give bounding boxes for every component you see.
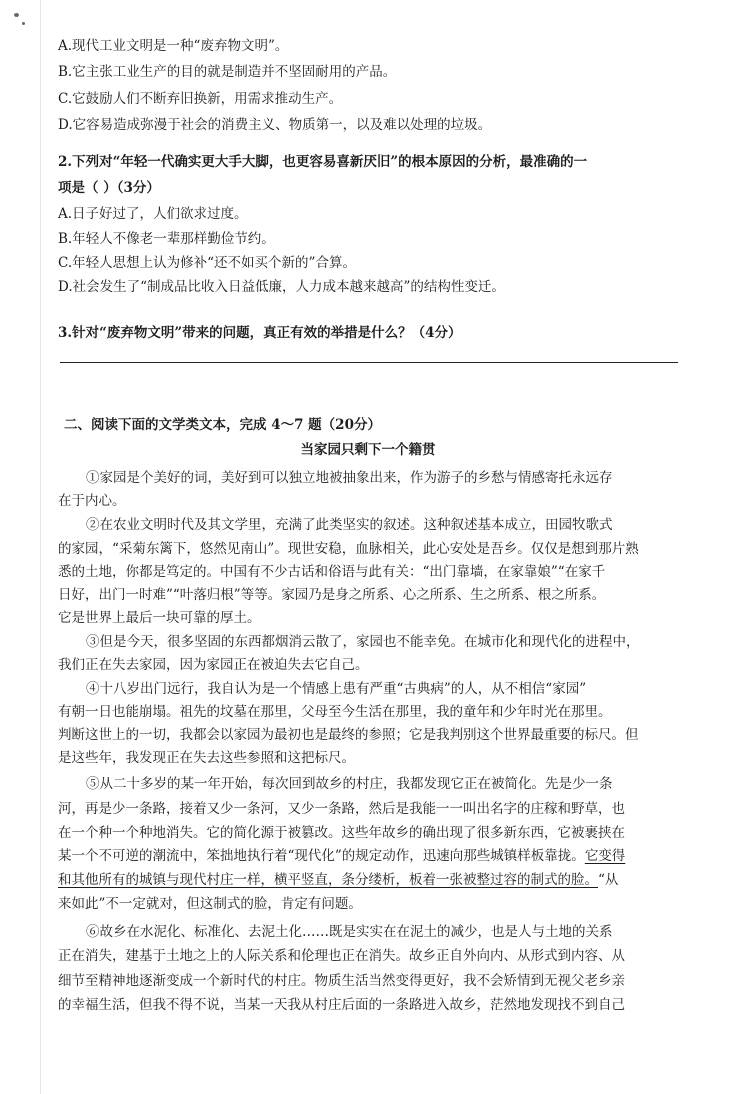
- section2-heading: 二、阅读下面的文学类文本，完成 4～7 题（20分）: [64, 417, 381, 433]
- passage-title: 当家园只剩下一个籍贯: [300, 442, 436, 458]
- passage-line: 是这些年，我发现正在失去这些参照和这把标尺。: [58, 750, 355, 766]
- underlined-text: 和其他所有的城镇与现代村庄一样，横平竖直，条分缕析，板着一张被整过容的制式的脸。: [58, 872, 598, 888]
- q2-stem-line1: 2.下列对“年轻一代确实更大手大脚，也更容易喜新厌旧”的根本原因的分析，最准确的一: [58, 154, 588, 170]
- passage-line: 在于内心。: [58, 493, 126, 509]
- passage-line: ④十八岁出门远行，我自认为是一个情感上患有严重“古典病”的人，从不相信“家园”: [86, 681, 587, 697]
- passage-line: 细节至精神地逐渐变成一个新时代的村庄。物质生活当然变得更好，我不会矫情到无视父老乡亲: [58, 973, 625, 989]
- passage-line: 悉的土地，你都是笃定的。中国有不少古话和俗语与此有关：“出门靠墙，在家靠娘”“在家千: [58, 564, 606, 580]
- passage-line: 我们正在失去家园，因为家园正在被迫失去它自己。: [58, 657, 369, 673]
- passage-line: ⑤从二十多岁的某一年开始，每次回到故乡的村庄，我都发现它正在被简化。先是少一条: [86, 776, 613, 792]
- q2-option-a: A.日子好过了，人们欲求过度。: [58, 206, 248, 222]
- q1-option-a: A.现代工业文明是一种“废弃物文明”。: [58, 38, 289, 54]
- passage-line: 它是世界上最后一块可靠的厚土。: [58, 610, 261, 626]
- q2-option-b: B.年轻人不像老一辈那样勤俭节约。: [58, 231, 275, 247]
- scan-speck: [14, 13, 19, 17]
- passage-line-with-underline: [58, 871, 698, 889]
- passage-line: 来如此”不一定就对，但这制式的脸，肯定有问题。: [58, 896, 362, 912]
- passage-line: 的幸福生活，但我不得不说，当某一天我从村庄后面的一条路进入故乡，茫然地发现找不到自己: [58, 997, 625, 1013]
- q1-option-d: D.它容易造成弥漫于社会的消费主义、物质第一，以及难以处理的垃圾。: [58, 117, 492, 133]
- q1-option-c: C.它鼓励人们不断弃旧换新，用需求推动生产。: [58, 91, 343, 107]
- passage-line: 的家园，“采菊东篱下，悠然见南山”。现世安稳，血脉相关，此心安处是吾乡。仅仅是想到那片熟: [58, 541, 639, 557]
- q2-stem-line2: 项是（ ）（3分）: [58, 180, 160, 196]
- scan-speck: [22, 22, 25, 25]
- passage-line: ⑥故乡在水泥化、标准化、去泥土化……既是实实在在泥土的减少，也是人与土地的关系: [86, 924, 613, 940]
- passage-line: ②在农业文明时代及其文学里，充满了此类坚实的叙述。这种叙述基本成立，田园牧歌式: [86, 517, 613, 533]
- passage-line: 判断这世上的一切，我都会以家园为最初也是最终的参照；它是我判别这个世界最重要的标尺。但: [58, 727, 639, 743]
- passage-line: 有朝一日也能崩塌。祖先的坟墓在那里，父母至今生活在那里，我的童年和少年时光在那里。: [58, 704, 612, 720]
- q2-option-c: C.年轻人思想上认为修补“还不如买个新的”合算。: [58, 255, 356, 271]
- page-edge-shadow: [40, 0, 41, 1094]
- passage-line: 正在消失，建基于土地之上的人际关系和伦理也正在消失。故乡正自外向内、从形式到内容、从: [58, 948, 625, 964]
- passage-text: 某一个不可逆的潮流中，笨拙地执行着“现代化”的规定动作，迅速向那些城镇样板靠拢。: [58, 848, 585, 864]
- passage-line: 日好，出门一时难”“叶落归根”等等。家园乃是身之所系、心之所系、生之所系、根之所系。: [58, 587, 606, 603]
- passage-line: 在一个种一个种地消失。它的简化源于被篡改。这些年故乡的确出现了很多新东西，它被裹挟在: [58, 825, 625, 841]
- passage-line-with-underline: [58, 847, 698, 865]
- q2-option-d: D.社会发生了“制成品比收入日益低廉，人力成本越来越高”的结构性变迁。: [58, 279, 505, 295]
- passage-text: “从: [598, 872, 619, 888]
- passage-line: ③但是今天，很多坚固的东西都烟消云散了，家园也不能幸免。在城市化和现代化的进程中，: [86, 634, 640, 650]
- passage-line: ①家园是个美好的词，美好到可以独立地被抽象出来，作为游子的乡愁与情感寄托永远存: [86, 470, 613, 486]
- underlined-text: 它变得: [584, 848, 626, 864]
- passage-line: 河，再是少一条路，接着又少一条河，又少一条路，然后是我能一一叫出名字的庄稼和野草，也: [58, 801, 625, 817]
- q1-option-b: B.它主张工业生产的目的就是制造并不坚固耐用的产品。: [58, 64, 397, 80]
- q3-stem: 3.针对“废弃物文明”带来的问题，真正有效的举措是什么？（4分）: [58, 325, 462, 341]
- q3-answer-line: [60, 362, 678, 363]
